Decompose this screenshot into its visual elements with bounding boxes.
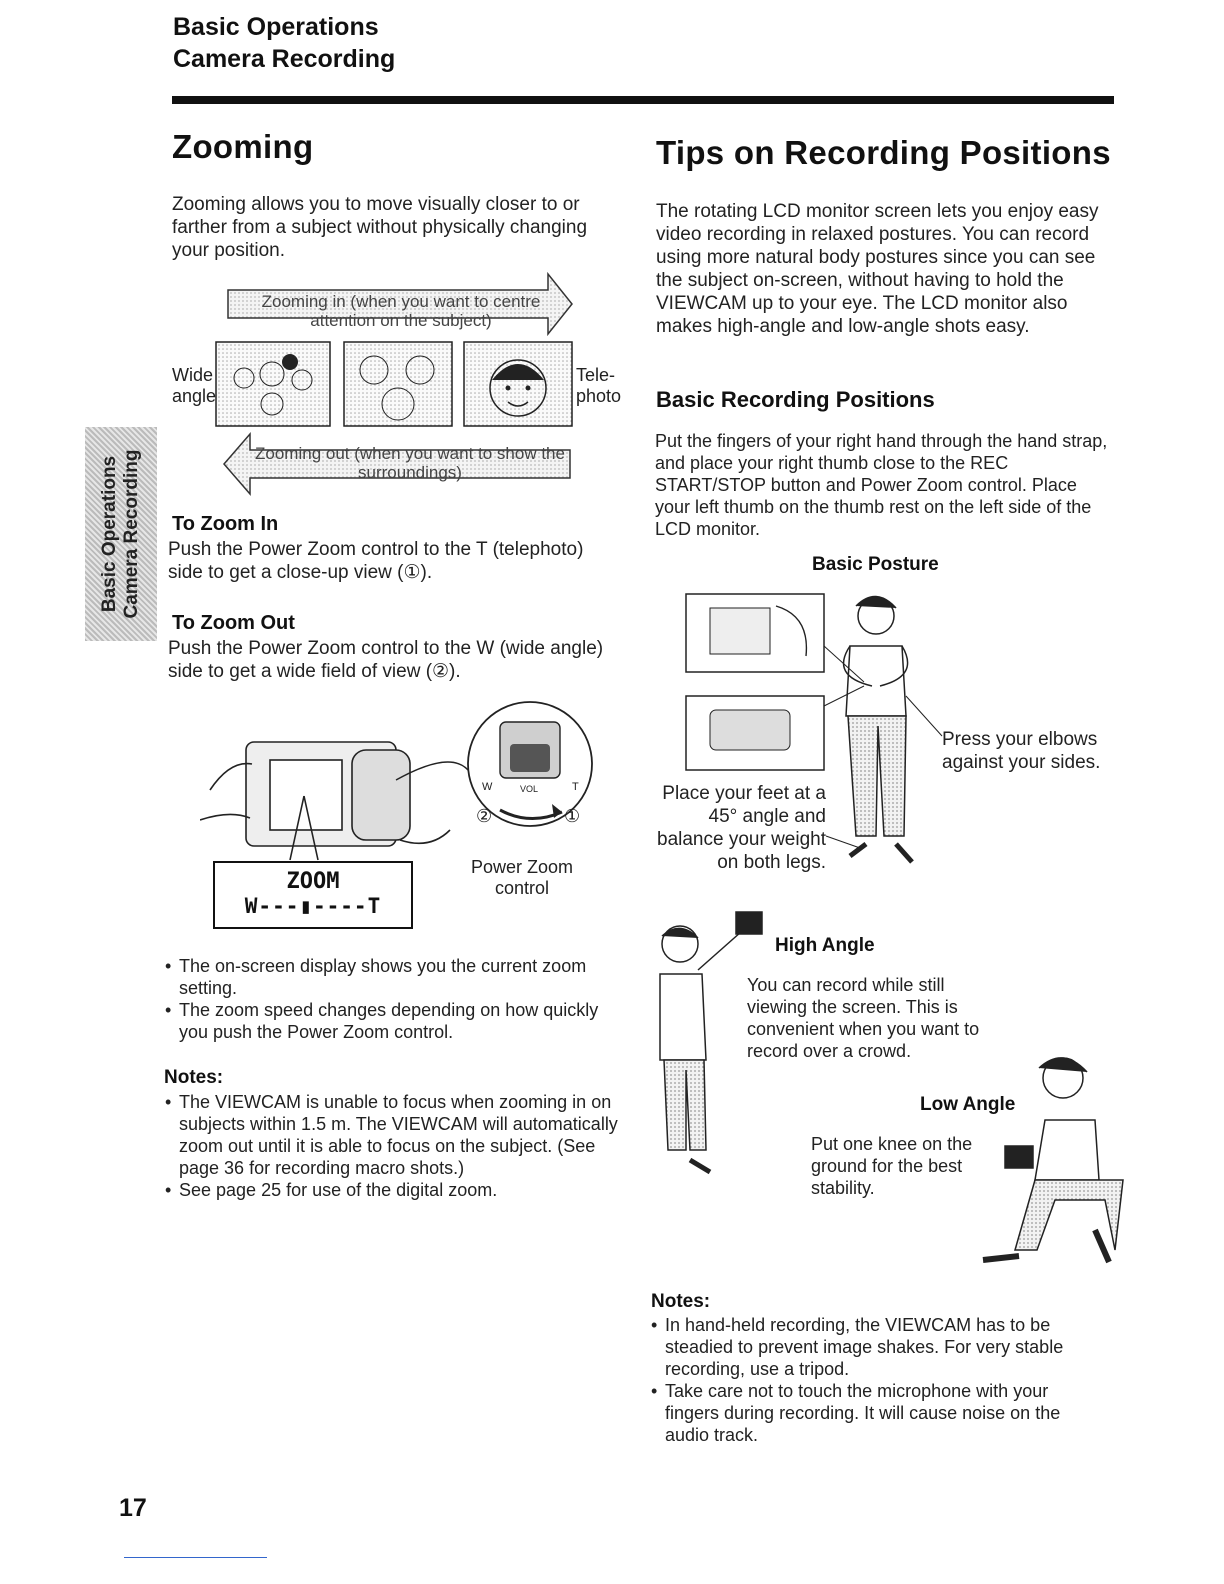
vol-marker: VOL [520,784,539,794]
section-side-tab [85,427,157,641]
low-angle-heading: Low Angle [920,1094,1016,1115]
tips-notes [651,1314,1106,1446]
power-zoom-label: Power Zoom control [470,857,574,898]
tips-notes-heading: Notes: [651,1291,711,1312]
side-tab-line2: Camera Recording [121,449,142,619]
zoom-out-arrow-text: Zooming out (when you want to show the surroundings) [255,444,565,482]
kneeling-person-icon [983,1058,1123,1262]
high-angle-text: You can record while still viewing the screen. This is convenient when you want to record over a crowd. [747,975,980,1061]
tips-title: Tips on Recording Positions [656,134,1111,171]
zoom-notes-heading: Notes: [164,1067,224,1088]
tips-note: • In hand-held recording, the VIEWCAM has to be steadied to prevent image shakes. For very stable recording, use a tripod. [651,1314,1106,1380]
zoom-bullet: • The on-screen display shows you the current zoom setting. [165,955,615,999]
high-angle-heading: High Angle [775,935,875,956]
mid-zoom-frame-icon [344,342,452,426]
low-angle-text: Put one knee on the ground for the best stability. [811,1134,973,1198]
basic-posture-heading: Basic Posture [812,554,939,575]
t-marker: T [572,781,579,793]
low-angle-illustration [975,1050,1125,1270]
header-title: Basic Operations [173,13,379,41]
wide-angle-label: Wide angle [172,365,217,406]
marker-1: ① [564,806,581,827]
marker-2: ② [476,806,493,827]
zoom-notes [165,1091,620,1201]
bottom-line [124,1557,267,1558]
elbows-pointer-line [906,696,942,736]
w-marker: W [482,781,493,793]
basic-positions-text: Put the fingers of your right hand through the hand strap, and place your right thumb close to the REC START/STOP button and Power Zoom control. Place your left thumb on the thumb rest on the left side of the LCD monitor. [655,431,1108,539]
zooming-title: Zooming [172,128,314,165]
zoom-bullet: • The zoom speed changes depending on how quickly you push the Power Zoom control. [165,999,615,1043]
side-tab-line1: Basic Operations [99,455,120,613]
zoom-display-scale: W---▮----T [244,894,382,918]
zoom-note: • See page 25 for use of the digital zoom. [165,1179,620,1201]
page-number: 17 [119,1494,147,1522]
lcd-grip-detail-icon [686,594,824,672]
elbows-label: Press your elbows against your sides. [942,729,1101,773]
basic-positions-heading: Basic Recording Positions [656,387,935,412]
zoom-out-heading: To Zoom Out [172,612,295,634]
zoom-out-text: Push the Power Zoom control to the W (wide angle) side to get a wide field of view (②). [168,638,604,682]
telephoto-label: Tele-photo [576,365,622,406]
zoom-display-box [213,861,413,929]
zoom-illustration [214,340,574,428]
tips-intro: The rotating LCD monitor screen lets you enjoy easy video recording in relaxed postures. You can record using more natural body postures since you can see the subject on-screen, without having to hold the VIEWCAM up to your eye. The LCD monitor also makes high-angle and low-angle shots easy. [656,201,1099,337]
tips-note: • Take care not to touch the microphone with your fingers during recording. It will cause noise on the audio track. [651,1380,1106,1446]
header-rule [172,96,1114,104]
zoom-display-label: ZOOM [286,869,340,894]
feet-label: Place your feet at a 45° angle and balance your weight on both legs. [657,783,826,873]
hand-strap-detail-icon [686,696,824,770]
header-subtitle: Camera Recording [173,45,396,73]
zoom-in-heading: To Zoom In [172,513,279,535]
feet-pointer-line [826,836,860,848]
camera-zoom-illustration [200,700,600,870]
zoom-note: • The VIEWCAM is unable to focus when zooming in on subjects within 1.5 m. The VIEWCAM will automatically zoom out until it is able to focus on the subject. (See page 36 for recording macro shots.) [165,1091,620,1179]
wide-angle-frame-icon [216,342,330,426]
zoom-bullets [165,955,615,1043]
zoom-in-arrow-text: Zooming in (when you want to centre attention on the subject) [261,292,541,330]
camcorder-icon [200,742,450,846]
telephoto-frame-icon [464,342,572,426]
zooming-intro: Zooming allows you to move visually closer to or farther from a subject without physically changing your position. [172,194,588,261]
standing-person-icon [844,596,912,862]
zoom-in-text: Push the Power Zoom control to the T (telephoto) side to get a close-up view (①). [168,539,584,583]
